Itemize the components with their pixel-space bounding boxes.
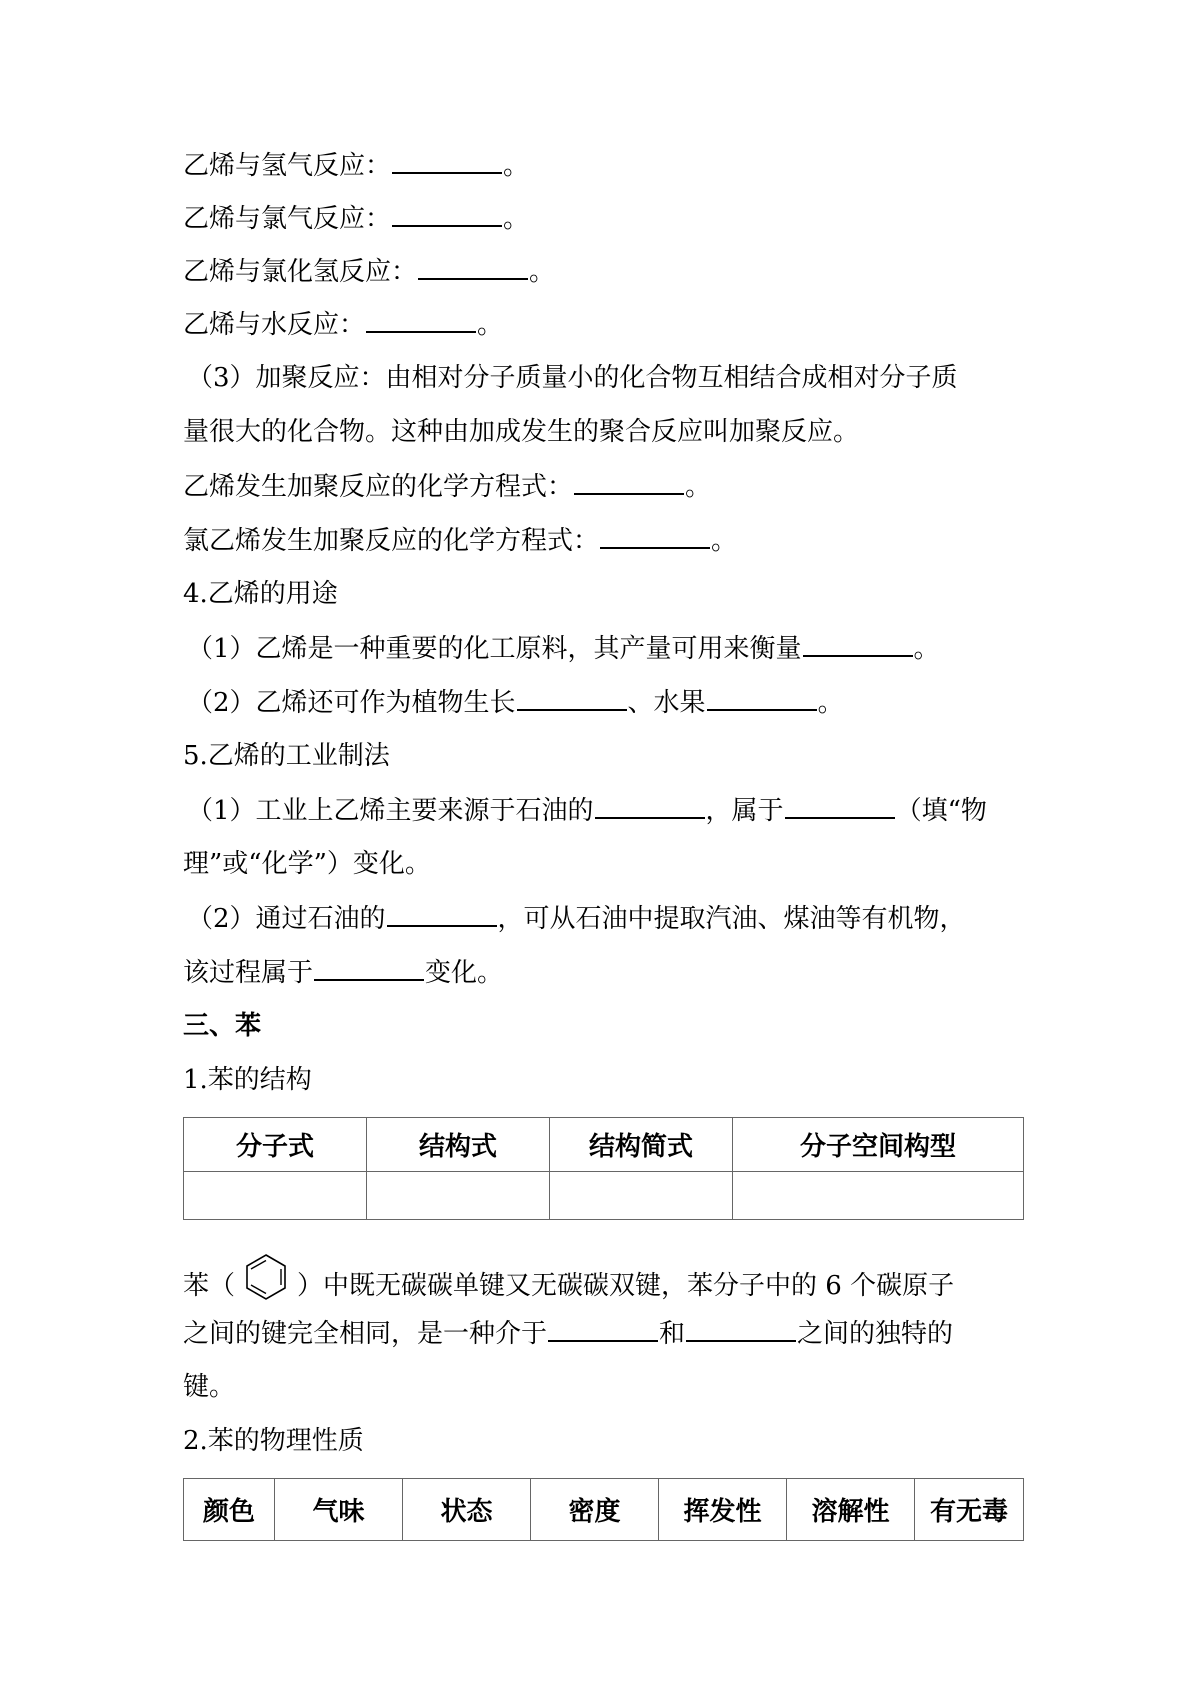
table-header-cell: 结构式 (367, 1118, 550, 1172)
line-text: 之间的独特的 (797, 1319, 954, 1349)
benzene-physical-table (183, 1478, 1024, 1541)
table-header-cell: 分子空间构型 (733, 1118, 1024, 1172)
answer-blank[interactable] (517, 685, 627, 711)
line-text: 乙烯发生加聚反应的化学方程式： (183, 472, 574, 502)
table-header-row (184, 1479, 1024, 1541)
benzene-bond-line-cont (183, 1316, 953, 1351)
ethylene-polymer-equation-line (183, 469, 711, 504)
line-text: 。 (685, 472, 712, 502)
line-text: 乙烯与氯气反应： (183, 204, 392, 234)
line-text: （填“物 (895, 796, 987, 826)
ethylene-hydrogen-line (183, 148, 529, 183)
line-text: 乙烯与水反应： (183, 310, 366, 340)
vinyl-chloride-polymer-equation-line (183, 523, 737, 558)
answer-blank[interactable] (785, 793, 895, 819)
line-text: 。 (913, 634, 940, 664)
line-text: 。 (817, 688, 844, 718)
benzene-ring-icon (241, 1252, 291, 1302)
answer-blank[interactable] (418, 254, 528, 280)
benzene-bond-line-end: 键。 (183, 1372, 236, 1402)
table-header-cell: 挥发性 (659, 1479, 787, 1541)
line-text: 乙烯与氯化氢反应： (183, 257, 418, 287)
line-text: 苯（ (183, 1271, 236, 1301)
table-header-row (184, 1118, 1024, 1172)
line-text: ）中既无碳碳单键又无碳碳双键，苯分子中的 6 个碳原子 (297, 1271, 955, 1301)
line-text: ，属于 (705, 796, 784, 826)
answer-blank[interactable] (686, 1316, 796, 1342)
line-text: 。 (503, 151, 530, 181)
line-text: 。 (711, 526, 738, 556)
section-heading-uses: 4.乙烯的用途 (183, 579, 338, 609)
table-header-cell: 分子式 (184, 1118, 367, 1172)
answer-blank[interactable] (314, 955, 424, 981)
section-heading-benzene-physical: 2.苯的物理性质 (183, 1426, 364, 1456)
line-text: （2）通过石油的 (187, 904, 386, 934)
use-line-2 (187, 685, 844, 720)
table-header-cell: 颜色 (184, 1479, 275, 1541)
ethylene-water-line (183, 307, 503, 342)
section-heading-benzene: 三、苯 (183, 1011, 262, 1041)
table-header-cell: 溶解性 (787, 1479, 915, 1541)
ethylene-hcl-line (183, 254, 555, 289)
table-cell[interactable] (733, 1172, 1024, 1220)
industrial-line-1-cont: 理”或“化学”）变化。 (183, 849, 431, 879)
answer-blank[interactable] (387, 901, 497, 927)
answer-blank[interactable] (707, 685, 817, 711)
line-text: 。 (529, 257, 556, 287)
table-header-cell: 密度 (531, 1479, 659, 1541)
table-header-cell: 结构简式 (550, 1118, 733, 1172)
table-cell[interactable] (367, 1172, 550, 1220)
line-text: 变化。 (425, 958, 504, 988)
benzene-bond-line (183, 1262, 954, 1312)
answer-blank[interactable] (392, 148, 502, 174)
addition-polymerization-text-cont: 量很大的化合物。这种由加成发生的聚合反应叫加聚反应。 (183, 417, 860, 447)
section-heading-industrial: 5.乙烯的工业制法 (183, 741, 390, 771)
ethylene-chlorine-line (183, 201, 529, 236)
industrial-line-1 (187, 793, 987, 828)
line-text: ，可从石油中提取汽油、煤油等有机物， (497, 904, 966, 934)
answer-blank[interactable] (548, 1316, 658, 1342)
line-text: （2）乙烯还可作为植物生长 (187, 688, 516, 718)
section-heading-benzene-structure: 1.苯的结构 (183, 1065, 312, 1095)
use-line-1 (187, 631, 940, 666)
industrial-line-2 (187, 901, 966, 936)
answer-blank[interactable] (366, 307, 476, 333)
answer-blank[interactable] (803, 631, 913, 657)
table-header-cell: 状态 (403, 1479, 531, 1541)
table-cell[interactable] (184, 1172, 367, 1220)
table-header-cell: 有无毒 (915, 1479, 1024, 1541)
benzene-structure-table (183, 1117, 1024, 1220)
answer-blank[interactable] (600, 523, 710, 549)
industrial-line-2-cont (183, 955, 503, 990)
line-text: （1）乙烯是一种重要的化工原料，其产量可用来衡量 (187, 634, 802, 664)
line-text: 乙烯与氢气反应： (183, 151, 392, 181)
line-text: 该过程属于 (183, 958, 314, 988)
table-row (184, 1172, 1024, 1220)
table-cell[interactable] (550, 1172, 733, 1220)
line-text: 。 (477, 310, 504, 340)
addition-polymerization-text: （3）加聚反应：由相对分子质量小的化合物互相结合成相对分子质 (187, 363, 958, 393)
answer-blank[interactable] (595, 793, 705, 819)
table-header-cell: 气味 (275, 1479, 403, 1541)
line-text: 氯乙烯发生加聚反应的化学方程式： (183, 526, 600, 556)
line-text: 和 (659, 1319, 686, 1349)
line-text: 、水果 (627, 688, 706, 718)
answer-blank[interactable] (392, 201, 502, 227)
line-text: 。 (503, 204, 530, 234)
line-text: （1）工业上乙烯主要来源于石油的 (187, 796, 594, 826)
answer-blank[interactable] (574, 469, 684, 495)
line-text: 之间的键完全相同，是一种介于 (183, 1319, 548, 1349)
